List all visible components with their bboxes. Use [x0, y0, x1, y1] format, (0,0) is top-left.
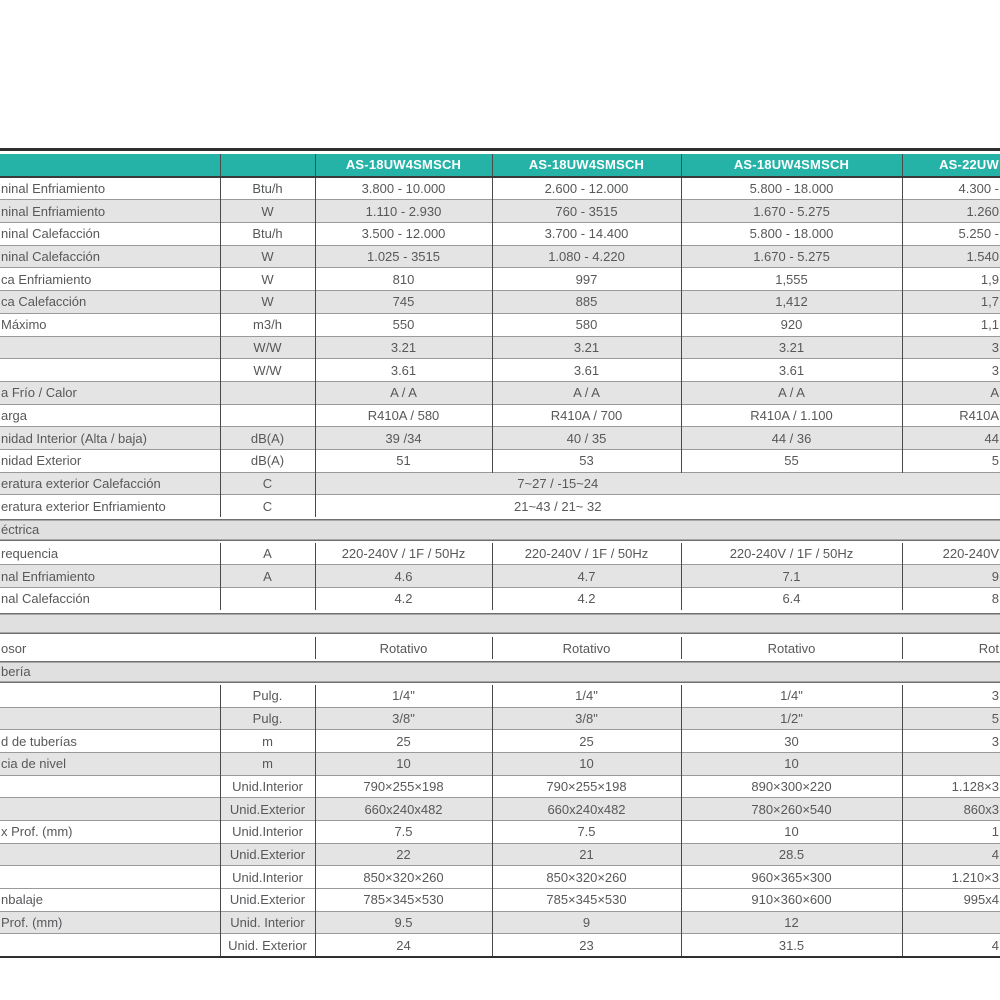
value-cell: 580	[492, 313, 681, 336]
value-cell: 9.5	[315, 911, 492, 934]
value-cell: R410A / 700	[492, 404, 681, 427]
value-cell: 1,412	[681, 291, 902, 314]
spec-table-body	[0, 177, 1000, 956]
row-label-cell	[0, 359, 220, 382]
value-cell: 1/4"	[492, 684, 681, 707]
value-cell: 21	[492, 843, 681, 866]
unit-cell: Btu/h	[220, 223, 315, 246]
table-row	[0, 427, 1000, 450]
value-cell: 220-240V	[902, 542, 1000, 565]
value-cell: 30	[681, 730, 902, 753]
row-label-cell: ca Calefacción	[0, 291, 220, 314]
value-cell: 44 / 36	[681, 427, 902, 450]
table-row	[0, 866, 1000, 889]
value-cell: 5	[902, 707, 1000, 730]
row-label-cell: x Prof. (mm)	[0, 820, 220, 843]
value-cell: 1.540	[902, 245, 1000, 268]
value-cell: R410A / 1.100	[681, 404, 902, 427]
table-row	[0, 798, 1000, 821]
value-cell: R410A / 580	[315, 404, 492, 427]
table-row	[0, 684, 1000, 707]
value-cell: A	[902, 381, 1000, 404]
table-row	[0, 359, 1000, 382]
value-cell: 53	[492, 449, 681, 472]
table-row	[0, 223, 1000, 246]
value-cell: 1.128×3	[902, 775, 1000, 798]
unit-cell: Unid.Exterior	[220, 843, 315, 866]
value-cell: 4.300 -	[902, 177, 1000, 200]
table-row	[0, 495, 1000, 518]
value-cell: 7.5	[492, 820, 681, 843]
value-cell: 6.4	[681, 588, 902, 612]
value-cell: 4	[902, 934, 1000, 956]
value-cell: 10	[315, 752, 492, 775]
value-cell: A / A	[315, 381, 492, 404]
unit-cell: Unid.Exterior	[220, 889, 315, 912]
value-cell: 1,9	[902, 268, 1000, 291]
row-label-cell: ninal Enfriamiento	[0, 200, 220, 223]
row-label-cell	[0, 684, 220, 707]
row-label-cell	[0, 866, 220, 889]
table-row	[0, 911, 1000, 934]
value-cell: 960×365×300	[681, 866, 902, 889]
model-header-cell: AS-22UW	[902, 153, 1000, 177]
value-cell: 3.21	[315, 336, 492, 359]
row-label-cell: osor	[0, 636, 315, 660]
value-cell: 5.250 -	[902, 223, 1000, 246]
table-row	[0, 268, 1000, 291]
value-cell: 885	[492, 291, 681, 314]
value-cell: 3	[902, 336, 1000, 359]
value-cell: 28.5	[681, 843, 902, 866]
merged-value: 21~43 / 21~ 32	[514, 498, 602, 514]
unit-cell: Unid.Interior	[220, 866, 315, 889]
table-row	[0, 636, 1000, 660]
header-corner-cell	[220, 153, 315, 177]
unit-cell: W	[220, 200, 315, 223]
table-row	[0, 660, 1000, 684]
value-cell: 2.600 - 12.000	[492, 177, 681, 200]
model-header-row	[0, 153, 1000, 177]
product-spec-table	[0, 151, 1000, 956]
model-header-cell: AS-18UW4SMSCH	[492, 153, 681, 177]
value-cell: 660x240x482	[492, 798, 681, 821]
value-cell: 1.260	[902, 200, 1000, 223]
unit-cell: W	[220, 291, 315, 314]
value-cell: 1/2"	[681, 707, 902, 730]
unit-cell: C	[220, 495, 315, 518]
value-cell: 31.5	[681, 934, 902, 956]
value-cell	[902, 752, 1000, 775]
value-cell: 40 / 35	[492, 427, 681, 450]
merged-value-cell	[315, 495, 1000, 518]
table-row	[0, 752, 1000, 775]
table-row	[0, 518, 1000, 542]
unit-cell: m	[220, 752, 315, 775]
row-label-cell: nidad Exterior	[0, 449, 220, 472]
table-row	[0, 889, 1000, 912]
row-label-cell: eratura exterior Enfriamiento	[0, 495, 220, 518]
merged-value: 7~27 / -15~24	[517, 475, 599, 491]
value-cell: 995x4	[902, 889, 1000, 912]
row-label-cell: requencia	[0, 542, 220, 565]
table-row	[0, 381, 1000, 404]
value-cell: 8	[902, 588, 1000, 612]
spacer-cell	[0, 611, 1000, 636]
value-cell: 3.500 - 12.000	[315, 223, 492, 246]
row-label-cell	[0, 775, 220, 798]
value-cell: Rotativo	[315, 636, 492, 660]
table-row	[0, 542, 1000, 565]
value-cell: 4	[902, 843, 1000, 866]
value-cell: 790×255×198	[492, 775, 681, 798]
row-label-cell: ca Enfriamiento	[0, 268, 220, 291]
value-cell	[902, 911, 1000, 934]
unit-cell: A	[220, 565, 315, 588]
value-cell: 920	[681, 313, 902, 336]
value-cell: 25	[492, 730, 681, 753]
value-cell: 810	[315, 268, 492, 291]
row-label-cell: nal Calefacción	[0, 588, 220, 612]
header-corner-cell	[0, 153, 220, 177]
row-label-cell	[0, 934, 220, 956]
table-row	[0, 313, 1000, 336]
value-cell: 5.800 - 18.000	[681, 177, 902, 200]
value-cell: 24	[315, 934, 492, 956]
value-cell: 25	[315, 730, 492, 753]
value-cell: 1.080 - 4.220	[492, 245, 681, 268]
unit-cell: m	[220, 730, 315, 753]
value-cell: 3	[902, 359, 1000, 382]
row-label-cell: a Frío / Calor	[0, 381, 220, 404]
value-cell: 3.61	[681, 359, 902, 382]
value-cell: Rotativo	[681, 636, 902, 660]
value-cell: 22	[315, 843, 492, 866]
value-cell: 5	[902, 449, 1000, 472]
value-cell: 1.670 - 5.275	[681, 245, 902, 268]
value-cell: 1,555	[681, 268, 902, 291]
unit-cell: C	[220, 472, 315, 495]
merged-value-cell	[315, 472, 1000, 495]
value-cell: 1/4"	[315, 684, 492, 707]
unit-cell: m3/h	[220, 313, 315, 336]
table-row	[0, 472, 1000, 495]
section-header-cell: éctrica	[0, 518, 1000, 542]
value-cell: 1,7	[902, 291, 1000, 314]
value-cell: 4.7	[492, 565, 681, 588]
value-cell: 3/8"	[492, 707, 681, 730]
value-cell: 4.2	[315, 588, 492, 612]
value-cell: 850×320×260	[492, 866, 681, 889]
value-cell: 220-240V / 1F / 50Hz	[315, 542, 492, 565]
value-cell: 890×300×220	[681, 775, 902, 798]
value-cell: 3	[902, 684, 1000, 707]
value-cell: 660x240x482	[315, 798, 492, 821]
unit-cell: Pulg.	[220, 684, 315, 707]
unit-cell: Pulg.	[220, 707, 315, 730]
row-label-cell: ninal Enfriamiento	[0, 177, 220, 200]
row-label-cell: eratura exterior Calefacción	[0, 472, 220, 495]
unit-cell: W/W	[220, 336, 315, 359]
value-cell: 860x3	[902, 798, 1000, 821]
value-cell: 44	[902, 427, 1000, 450]
value-cell: 39 /34	[315, 427, 492, 450]
table-row	[0, 775, 1000, 798]
value-cell: 3/8"	[315, 707, 492, 730]
row-label-cell	[0, 707, 220, 730]
unit-cell: A	[220, 542, 315, 565]
row-label-cell: d de tuberías	[0, 730, 220, 753]
value-cell: 1.110 - 2.930	[315, 200, 492, 223]
value-cell: 220-240V / 1F / 50Hz	[492, 542, 681, 565]
value-cell: 785×345×530	[315, 889, 492, 912]
value-cell: 3.21	[681, 336, 902, 359]
table-row	[0, 730, 1000, 753]
value-cell: 3.21	[492, 336, 681, 359]
unit-cell: Unid. Interior	[220, 911, 315, 934]
table-row	[0, 565, 1000, 588]
table-row	[0, 843, 1000, 866]
unit-cell: W/W	[220, 359, 315, 382]
unit-cell: Btu/h	[220, 177, 315, 200]
value-cell: 1/4"	[681, 684, 902, 707]
value-cell: 3.800 - 10.000	[315, 177, 492, 200]
value-cell: 9	[492, 911, 681, 934]
value-cell: 550	[315, 313, 492, 336]
value-cell: 850×320×260	[315, 866, 492, 889]
value-cell: 1	[902, 820, 1000, 843]
value-cell: 55	[681, 449, 902, 472]
value-cell: 9	[902, 565, 1000, 588]
value-cell: 3.61	[315, 359, 492, 382]
value-cell: 780×260×540	[681, 798, 902, 821]
row-label-cell: nbalaje	[0, 889, 220, 912]
value-cell: 4.2	[492, 588, 681, 612]
row-label-cell: Prof. (mm)	[0, 911, 220, 934]
table-row	[0, 336, 1000, 359]
row-label-cell: cia de nivel	[0, 752, 220, 775]
value-cell: 7.1	[681, 565, 902, 588]
model-header-cell: AS-18UW4SMSCH	[315, 153, 492, 177]
value-cell: 1.670 - 5.275	[681, 200, 902, 223]
row-label-cell	[0, 336, 220, 359]
section-header-cell: bería	[0, 660, 1000, 684]
value-cell: 785×345×530	[492, 889, 681, 912]
unit-cell	[220, 381, 315, 404]
value-cell: 7.5	[315, 820, 492, 843]
table-row	[0, 200, 1000, 223]
value-cell: 1.210×3	[902, 866, 1000, 889]
spec-table-container	[0, 148, 1000, 958]
value-cell: 1,1	[902, 313, 1000, 336]
value-cell: A / A	[492, 381, 681, 404]
value-cell: Rotativo	[492, 636, 681, 660]
value-cell: 3	[902, 730, 1000, 753]
value-cell: 12	[681, 911, 902, 934]
table-row	[0, 177, 1000, 200]
value-cell: Rot	[902, 636, 1000, 660]
value-cell: 23	[492, 934, 681, 956]
unit-cell: Unid.Interior	[220, 775, 315, 798]
value-cell: 10	[492, 752, 681, 775]
value-cell: 790×255×198	[315, 775, 492, 798]
row-label-cell	[0, 798, 220, 821]
value-cell: 220-240V / 1F / 50Hz	[681, 542, 902, 565]
row-label-cell: nidad Interior (Alta / baja)	[0, 427, 220, 450]
row-label-cell: Máximo	[0, 313, 220, 336]
value-cell: 3.700 - 14.400	[492, 223, 681, 246]
row-label-cell	[0, 843, 220, 866]
unit-cell: Unid.Interior	[220, 820, 315, 843]
table-row	[0, 245, 1000, 268]
unit-cell	[220, 404, 315, 427]
table-row	[0, 291, 1000, 314]
value-cell: 760 - 3515	[492, 200, 681, 223]
table-row	[0, 404, 1000, 427]
unit-cell	[220, 588, 315, 612]
row-label-cell: nal Enfriamiento	[0, 565, 220, 588]
row-label-cell: ninal Calefacción	[0, 223, 220, 246]
row-label-cell: arga	[0, 404, 220, 427]
row-label-cell: ninal Calefacción	[0, 245, 220, 268]
value-cell: 5.800 - 18.000	[681, 223, 902, 246]
value-cell: 910×360×600	[681, 889, 902, 912]
value-cell: 10	[681, 752, 902, 775]
table-row	[0, 934, 1000, 956]
unit-cell: Unid.Exterior	[220, 798, 315, 821]
value-cell: 1.025 - 3515	[315, 245, 492, 268]
table-row	[0, 707, 1000, 730]
table-row	[0, 449, 1000, 472]
unit-cell: dB(A)	[220, 449, 315, 472]
value-cell: 4.6	[315, 565, 492, 588]
value-cell: 3.61	[492, 359, 681, 382]
value-cell: 745	[315, 291, 492, 314]
unit-cell: W	[220, 245, 315, 268]
value-cell: 997	[492, 268, 681, 291]
table-row	[0, 820, 1000, 843]
unit-cell: Unid. Exterior	[220, 934, 315, 956]
model-header-cell: AS-18UW4SMSCH	[681, 153, 902, 177]
value-cell: R410A	[902, 404, 1000, 427]
unit-cell: dB(A)	[220, 427, 315, 450]
value-cell: 51	[315, 449, 492, 472]
table-row	[0, 588, 1000, 612]
value-cell: A / A	[681, 381, 902, 404]
unit-cell: W	[220, 268, 315, 291]
value-cell: 10	[681, 820, 902, 843]
table-row	[0, 611, 1000, 636]
